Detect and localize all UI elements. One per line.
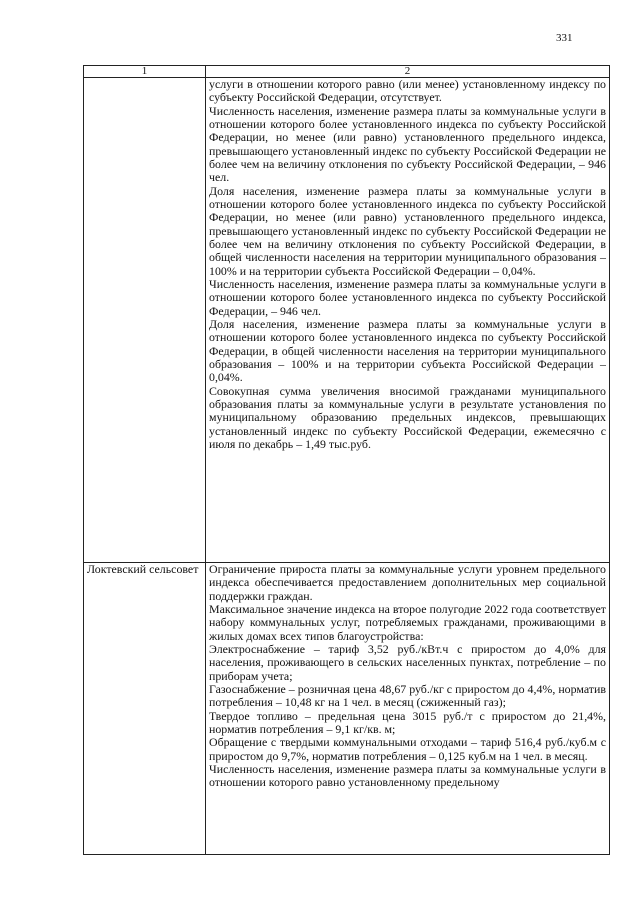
header-col-1: 1 [84,66,206,78]
table-row [84,563,610,855]
table-row [84,78,610,563]
paragraph: Максимальное значение индекса на второе полугодие 2022 года соответствует набору коммунальных услуг, потребляемых гражданами, проживающими в жилых домах всех типов благоустройства: [209,601,606,643]
description-cell [206,78,610,563]
document-table [83,65,610,855]
header-col-2: 2 [206,66,610,78]
paragraph: Совокупная сумма увеличения вносимой гражданами муниципального образования платы за коммунальные услуги в результате установления по муниципальному образованию предельных индексов, превышающих установленный индекс по субъекту Российской Федерации, ежемесячно с июля по декабрь – 1,49 тыс.руб. [209,383,606,451]
paragraph: Доля населения, изменение размера платы за коммунальные услуги в отношении которого более установленного индекса по субъекту Российской Федерации, в общей численности населения на территории муниципального образования – 100% и на территории субъекта Российской Федерации – 0,04%. [209,316,606,385]
paragraph: Электроснабжение – тариф 3,52 руб./кВт.ч с приростом до 4,0% для населения, проживающего в сельских населенных пунктах, потребление – по приборам учета; [209,641,606,683]
description-cell [206,563,610,855]
paragraph: услуги в отношении которого равно (или менее) установленному индексу по субъекту Российской Федерации, отсутствует. [209,77,606,105]
paragraph: Численность населения, изменение размера платы за коммунальные услуги в отношении которого более установленного индекса по субъекту Российской Федерации, но менее (или равно) установленного предельного индекса, превышающего установленный индекс по субъекту Российской Федерации не более чем на величину отклонения по субъекту Российской Федерации, – 946 чел. [209,103,606,185]
table-header-row [84,66,610,78]
paragraph: Ограничение прироста платы за коммунальные услуги уровнем предельного индекса обеспечивается предоставлением дополнительных мер социальной поддержки граждан. [209,562,606,603]
municipality-cell: Локтевский сельсовет [84,563,206,855]
paragraph: Твердое топливо – предельная цена 3015 руб./т с приростом до 21,4%, норматив потребления – 9,1 кг/кв. м; [209,708,606,736]
page-number: 331 [556,32,573,44]
paragraph: Обращение с твердыми коммунальными отходами – тариф 516,4 руб./куб.м с приростом до 9,7%, норматив потребления – 0,125 куб.м на 1 чел. в месяц. [209,735,606,763]
paragraph: Газоснабжение – розничная цена 48,67 руб./кг с приростом до 4,4%, норматив потребления – 10,48 кг на 1 чел. в месяц (сжиженный газ); [209,681,606,710]
paragraph: Доля населения, изменение размера платы за коммунальные услуги в отношении которого более установленного индекса по субъекту Российской Федерации, но менее (или равно) установленного предельного индекса, превышающего установленный индекс по субъекту Российской Федерации не более чем на величину отклонения по субъекту Российской Федерации, в общей численности населения на территории муниципального образования – 100% и на территории субъекта Российской Федерации – 0,04%. [209,183,606,278]
paragraph: Численность населения, изменение размера платы за коммунальные услуги в отношении которого более установленного индекса по субъекту Российской Федерации, – 946 чел. [209,276,606,318]
paragraph: Численность населения, изменение размера платы за коммунальные услуги в отношении которого равно установленному предельному [209,761,606,790]
municipality-cell [84,78,206,563]
